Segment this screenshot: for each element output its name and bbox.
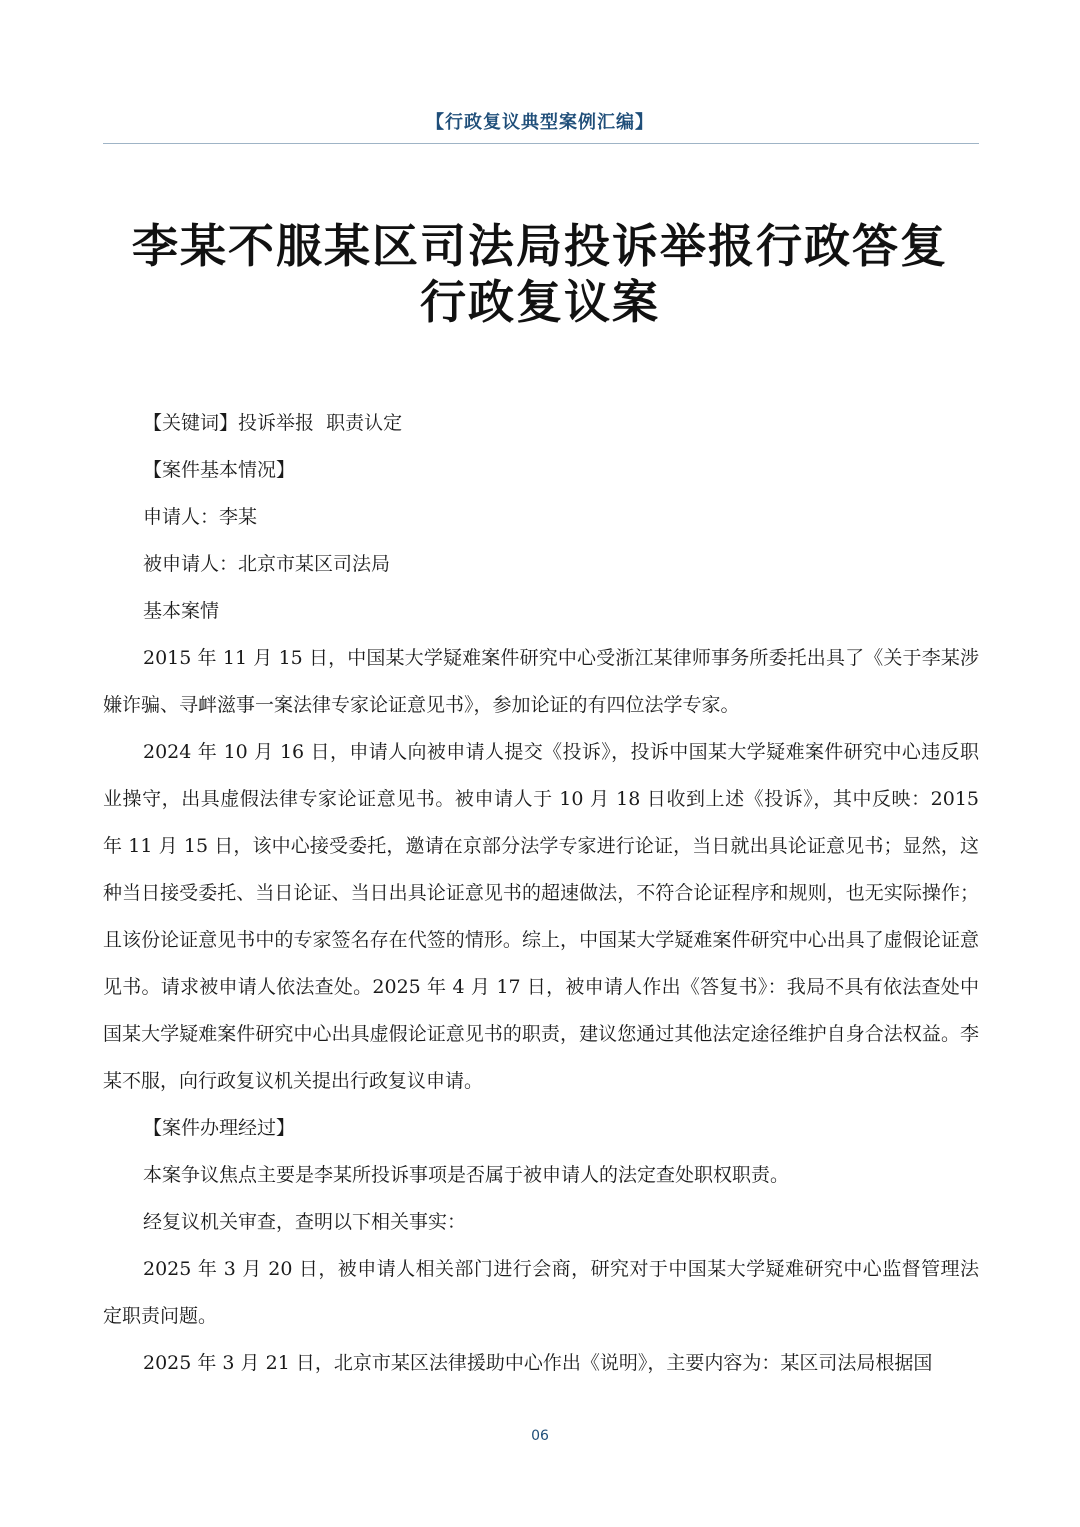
- respondent-line: 被申请人：北京市某区司法局: [143, 553, 391, 575]
- title-line-1: 李某不服某区司法局投诉举报行政答复: [132, 219, 948, 273]
- paragraph: 2015 年 11 月 15 日，中国某大学疑难案件研究中心受浙江某律师事务所委托出具了《关于李某涉嫌诈骗、寻衅滋事一案法律专家论证意见书》，参加论证的有四位法学专家。: [103, 647, 979, 716]
- page-number: 06: [531, 1428, 549, 1444]
- title-line-2: 行政复议案: [420, 275, 660, 329]
- keywords-line: 【关键词】投诉举报 职责认定: [143, 412, 403, 434]
- basic-facts-heading: 基本案情: [143, 600, 220, 622]
- paragraph: 2025 年 3 月 20 日，被申请人相关部门进行会商，研究对于中国某大学疑难研究中心监督管理法定职责问题。: [103, 1258, 979, 1327]
- paragraph: 本案争议焦点主要是李某所投诉事项是否属于被申请人的法定查处职权职责。: [143, 1164, 790, 1186]
- paragraph: 2024 年 10 月 16 日，申请人向被申请人提交《投诉》，投诉中国某大学疑难案件研究中心违反职业操守，出具虚假法律专家论证意见书。被申请人于 10 月 18 日收到上述《投诉》，其中反映：2015 年 11 月 15 日，该中心接受委托，邀请在京部分法学专家进行论证，当日就出具论证意见书；显然，这种当日接受委托、当日论证、当日出具论证意见书的超速做法，不符合论证程序和规则，也无实际操作；且该份论证意见书中的专家签名存在代签的情形。综上，中国某大学疑难案件研究中心出具了虚假论证意见书。请求被申请人依法查处。2025 年 4 月 17 日，被申请人作出《答复书》：我局不具有依法查处中国某大学疑难案件研究中心出具虚假论证意见书的职责，建议您通过其他法定途径维护自身合法权益。李某不服，向行政复议机关提出行政复议申请。: [103, 741, 979, 1092]
- page-title: [60, 218, 1020, 330]
- header-divider: [103, 143, 979, 144]
- applicant-line: 申请人：李某: [143, 506, 258, 528]
- paragraph: 2025 年 3 月 21 日，北京市某区法律援助中心作出《说明》，主要内容为：某区司法局根据国: [143, 1352, 933, 1374]
- section-heading-basic: 【案件基本情况】: [143, 459, 296, 481]
- paragraph: 经复议机关审查，查明以下相关事实：: [143, 1211, 467, 1233]
- document-body: [103, 400, 979, 1387]
- running-header: 【行政复议典型案例汇编】: [426, 112, 654, 133]
- section-heading-process: 【案件办理经过】: [143, 1117, 296, 1139]
